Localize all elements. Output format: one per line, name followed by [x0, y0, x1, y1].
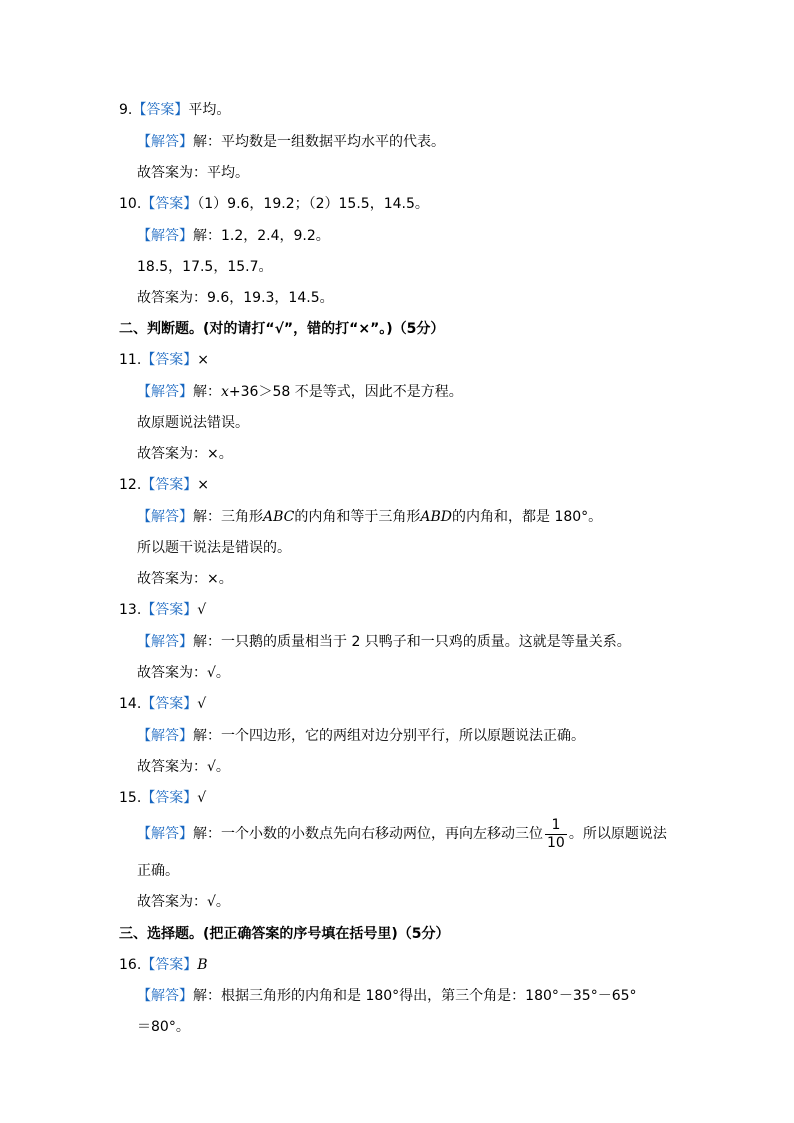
question-number: 14. [119, 696, 142, 712]
question-number: 16. [119, 957, 142, 973]
q10-answer-line [119, 194, 429, 214]
fraction-one-tenth [545, 817, 567, 852]
answer-tag: 【答案】 [141, 696, 198, 712]
triangle-abc: ABC [263, 509, 295, 525]
solution-text-mid: 的内角和等于三角形 [294, 509, 421, 525]
q11-conclusion: 故答案为：×。 [137, 446, 233, 462]
variable-x: x [221, 384, 229, 400]
solution-text: 解：一个小数的小数点先向右移动两位，再向左移动三位 [193, 826, 543, 842]
solution-text: 解：平均数是一组数据平均水平的代表。 [193, 134, 445, 150]
q13-conclusion: 故答案为：√。 [137, 665, 230, 681]
q9-answer-line [119, 100, 230, 120]
q11-solution-line [137, 382, 463, 402]
solution-tag: 【解答】 [137, 384, 193, 400]
solution-text: 解：根据三角形的内角和是 180°得出，第三个角是：180°－35°－65° [193, 988, 637, 1004]
q12-solution-line-2: 所以题干说法是错误的。 [137, 540, 291, 556]
answer-tag: 【答案】 [141, 477, 198, 493]
solution-tag: 【解答】 [137, 134, 193, 150]
q11-solution-line-2: 故原题说法错误。 [137, 415, 249, 431]
q9-conclusion: 故答案为：平均。 [137, 165, 249, 181]
q14-solution-line [137, 726, 585, 746]
q10-conclusion: 故答案为：9.6，19.3，14.5。 [137, 290, 334, 306]
fraction-denominator: 10 [547, 834, 565, 851]
q14-conclusion: 故答案为：√。 [137, 759, 230, 775]
q9-solution-line [137, 132, 445, 152]
solution-tag: 【解答】 [137, 728, 193, 744]
answer-tag: 【答案】 [141, 957, 198, 973]
answer-text: √ [197, 790, 207, 806]
question-number: 15. [119, 790, 142, 806]
q15-answer-line [119, 788, 206, 808]
q13-answer-line [119, 600, 206, 620]
q15-solution-line [137, 814, 667, 854]
question-number: 13. [119, 602, 142, 618]
triangle-abd: ABD [420, 509, 452, 525]
solution-tag: 【解答】 [137, 826, 193, 842]
q14-answer-line [119, 694, 206, 714]
answer-text: 平均。 [188, 102, 231, 118]
q16-answer-line [119, 955, 208, 975]
answer-tag: 【答案】 [141, 790, 198, 806]
q12-conclusion: 故答案为：×。 [137, 571, 233, 587]
section-heading-choice: 三、选择题。(把正确答案的序号填在括号里)（5分） [119, 926, 450, 942]
solution-text: 解：三角形 [193, 509, 263, 525]
answer-tag: 【答案】 [132, 102, 189, 118]
solution-text-rest: +36＞58 不是等式，因此不是方程。 [228, 384, 463, 400]
q10-solution-line-2: 18.5，17.5，15.7。 [137, 259, 273, 275]
solution-tag: 【解答】 [137, 509, 193, 525]
solution-text: 解：1.2，2.4，9.2。 [193, 228, 330, 244]
section-heading-judgement: 二、判断题。(对的请打“√”，错的打“×”。)（5分） [119, 321, 445, 337]
q11-answer-line [119, 350, 209, 370]
q16-solution-line [137, 986, 637, 1006]
answer-tag: 【答案】 [141, 196, 198, 212]
question-number: 12. [119, 477, 142, 493]
q12-solution-line [137, 507, 602, 527]
solution-text: 解：一只鹅的质量相当于 2 只鸭子和一只鸡的质量。这就是等量关系。 [193, 634, 631, 650]
answer-text: × [197, 477, 209, 493]
fraction-numerator: 1 [551, 816, 561, 833]
solution-tag: 【解答】 [137, 988, 193, 1004]
solution-text-rest: 。所以原题说法 [568, 826, 667, 842]
q16-solution-line-2: ＝80°。 [137, 1019, 190, 1035]
solution-tag: 【解答】 [137, 634, 193, 650]
answer-text: （1）9.6，19.2；（2）15.5，14.5。 [197, 196, 429, 212]
q10-solution-line [137, 226, 330, 246]
answer-tag: 【答案】 [141, 352, 198, 368]
question-number: 10. [119, 196, 142, 212]
solution-text: 解： [193, 384, 221, 400]
q15-conclusion: 故答案为：√。 [137, 894, 230, 910]
question-number: 11. [119, 352, 142, 368]
q15-solution-line-2: 正确。 [137, 863, 179, 879]
answer-text: B [197, 957, 208, 973]
answer-tag: 【答案】 [141, 602, 198, 618]
answer-text: √ [197, 696, 207, 712]
q12-answer-line [119, 475, 209, 495]
q13-solution-line [137, 632, 631, 652]
solution-tag: 【解答】 [137, 228, 193, 244]
answer-text: × [197, 352, 209, 368]
answer-text: √ [197, 602, 207, 618]
solution-text-rest: 的内角和，都是 180°。 [452, 509, 603, 525]
question-number: 9. [119, 102, 133, 118]
solution-text: 解：一个四边形，它的两组对边分别平行，所以原题说法正确。 [193, 728, 585, 744]
